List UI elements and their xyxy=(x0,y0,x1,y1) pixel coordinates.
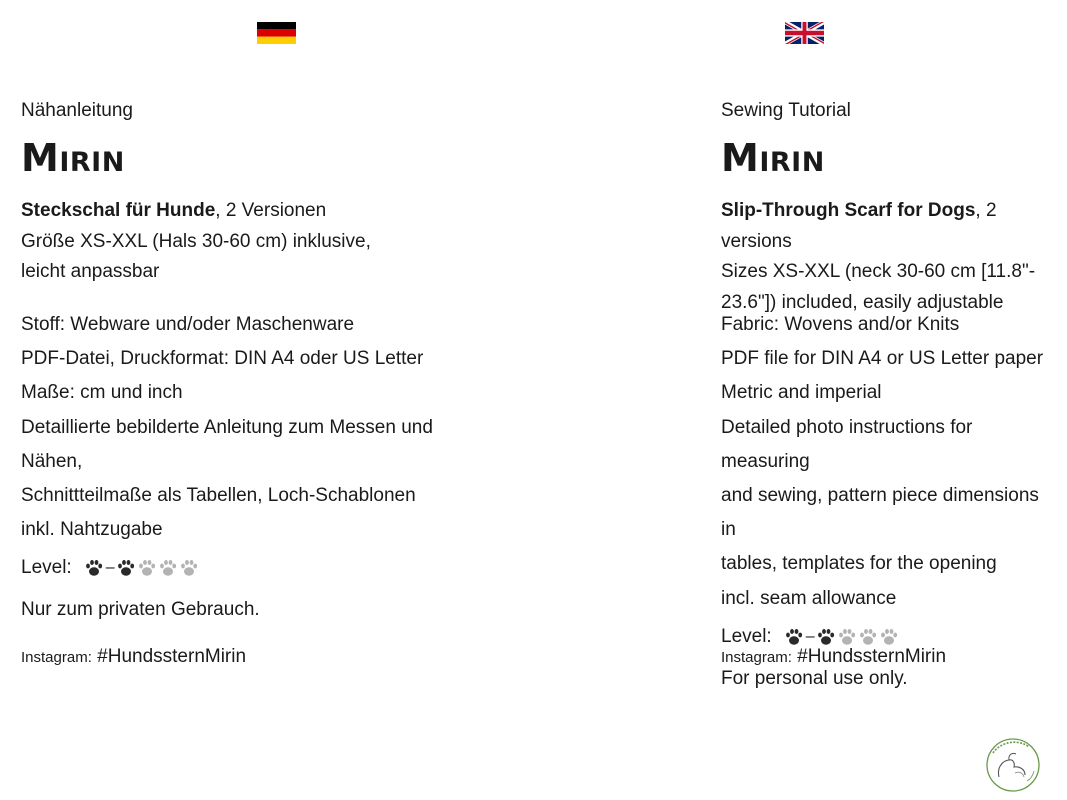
spec-line: Detaillierte bebilderte Anleitung zum Messen und Nähen, xyxy=(21,416,433,472)
spec-list xyxy=(721,308,1056,700)
spec-line: PDF file for DIN A4 or US Letter paper xyxy=(721,348,1044,370)
adjustable-text: 23.6"]) included, easily adjustable xyxy=(721,291,1004,313)
level-rating xyxy=(84,551,200,585)
sizes-text: Sizes XS-XXL (neck 30-60 cm [11.8"- xyxy=(721,261,1036,282)
paw-empty-icon xyxy=(137,558,157,578)
level-label: Level: xyxy=(21,557,72,579)
product-name: Steckschal für Hunde xyxy=(21,200,216,221)
subtitle xyxy=(721,196,1056,318)
instagram-hashtag: #HundssternMirin xyxy=(97,646,247,667)
versions-text: , 2 versions xyxy=(721,200,997,252)
spec-line: Fabric: Wovens and/or Knits xyxy=(721,314,960,335)
uk-flag-icon xyxy=(785,22,824,44)
paw-filled-icon xyxy=(84,558,104,578)
pattern-title: Mirin xyxy=(21,136,125,180)
spec-line: tables, templates for the opening xyxy=(721,553,997,575)
germany-flag-icon xyxy=(257,22,296,44)
instagram-label: Instagram: xyxy=(21,649,92,666)
paw-filled-icon xyxy=(116,558,136,578)
level-range-dash: – xyxy=(105,559,115,577)
spec-line: inkl. Nahtzugabe xyxy=(21,519,163,541)
paw-empty-icon xyxy=(158,558,178,578)
instagram-line xyxy=(721,644,946,671)
spec-line: PDF-Datei, Druckformat: DIN A4 oder US Letter xyxy=(21,348,424,370)
spec-line: and sewing, pattern piece dimensions in xyxy=(721,485,1039,541)
spec-line: incl. seam allowance xyxy=(721,587,897,609)
private-use-note: Nur zum privaten Gebrauch. xyxy=(21,599,260,621)
level-label: Level: xyxy=(721,625,772,647)
level-row xyxy=(21,547,491,589)
spec-line: Schnittteilmaße als Tabellen, Loch-Schablonen xyxy=(21,485,416,507)
private-use-note: For personal use only. xyxy=(721,667,908,689)
pattern-title: Mirin xyxy=(721,136,825,180)
adjustable-text: leicht anpassbar xyxy=(21,261,160,282)
spec-line: Detailed photo instructions for measuring xyxy=(721,416,973,472)
versions-text: , 2 Versionen xyxy=(215,200,327,221)
spec-list xyxy=(21,308,491,631)
spec-line: Metric and imperial xyxy=(721,382,882,404)
kicker: Nähanleitung xyxy=(21,100,133,121)
product-name: Slip-Through Scarf for Dogs xyxy=(721,200,976,221)
sizes-text: Größe XS-XXL (Hals 30-60 cm) inklusive, xyxy=(21,230,371,252)
level-range-dash: – xyxy=(805,627,815,645)
paw-empty-icon xyxy=(179,558,199,578)
spec-line: Maße: cm und inch xyxy=(21,382,183,404)
hundsstern-logo-icon xyxy=(979,733,1047,793)
spec-line: Stoff: Webware und/oder Maschenware xyxy=(21,314,355,335)
instagram-line xyxy=(21,644,246,671)
subtitle xyxy=(21,196,371,288)
instagram-hashtag: #HundssternMirin xyxy=(797,646,947,667)
instagram-label: Instagram: xyxy=(721,649,792,666)
kicker: Sewing Tutorial xyxy=(721,100,851,121)
